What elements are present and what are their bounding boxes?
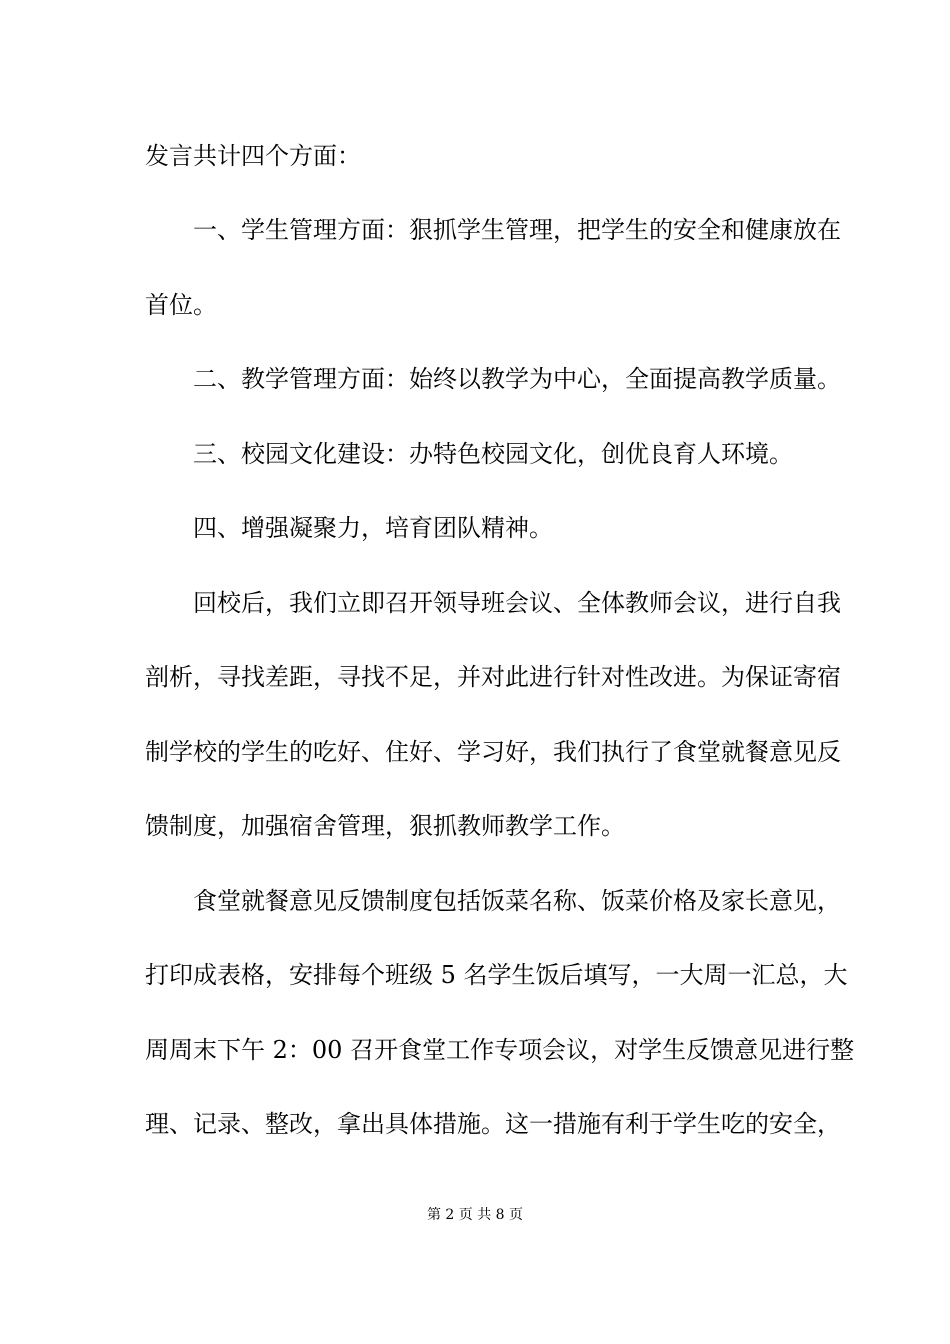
page-footer: 第 2 页 共 8 页 (426, 1207, 524, 1223)
